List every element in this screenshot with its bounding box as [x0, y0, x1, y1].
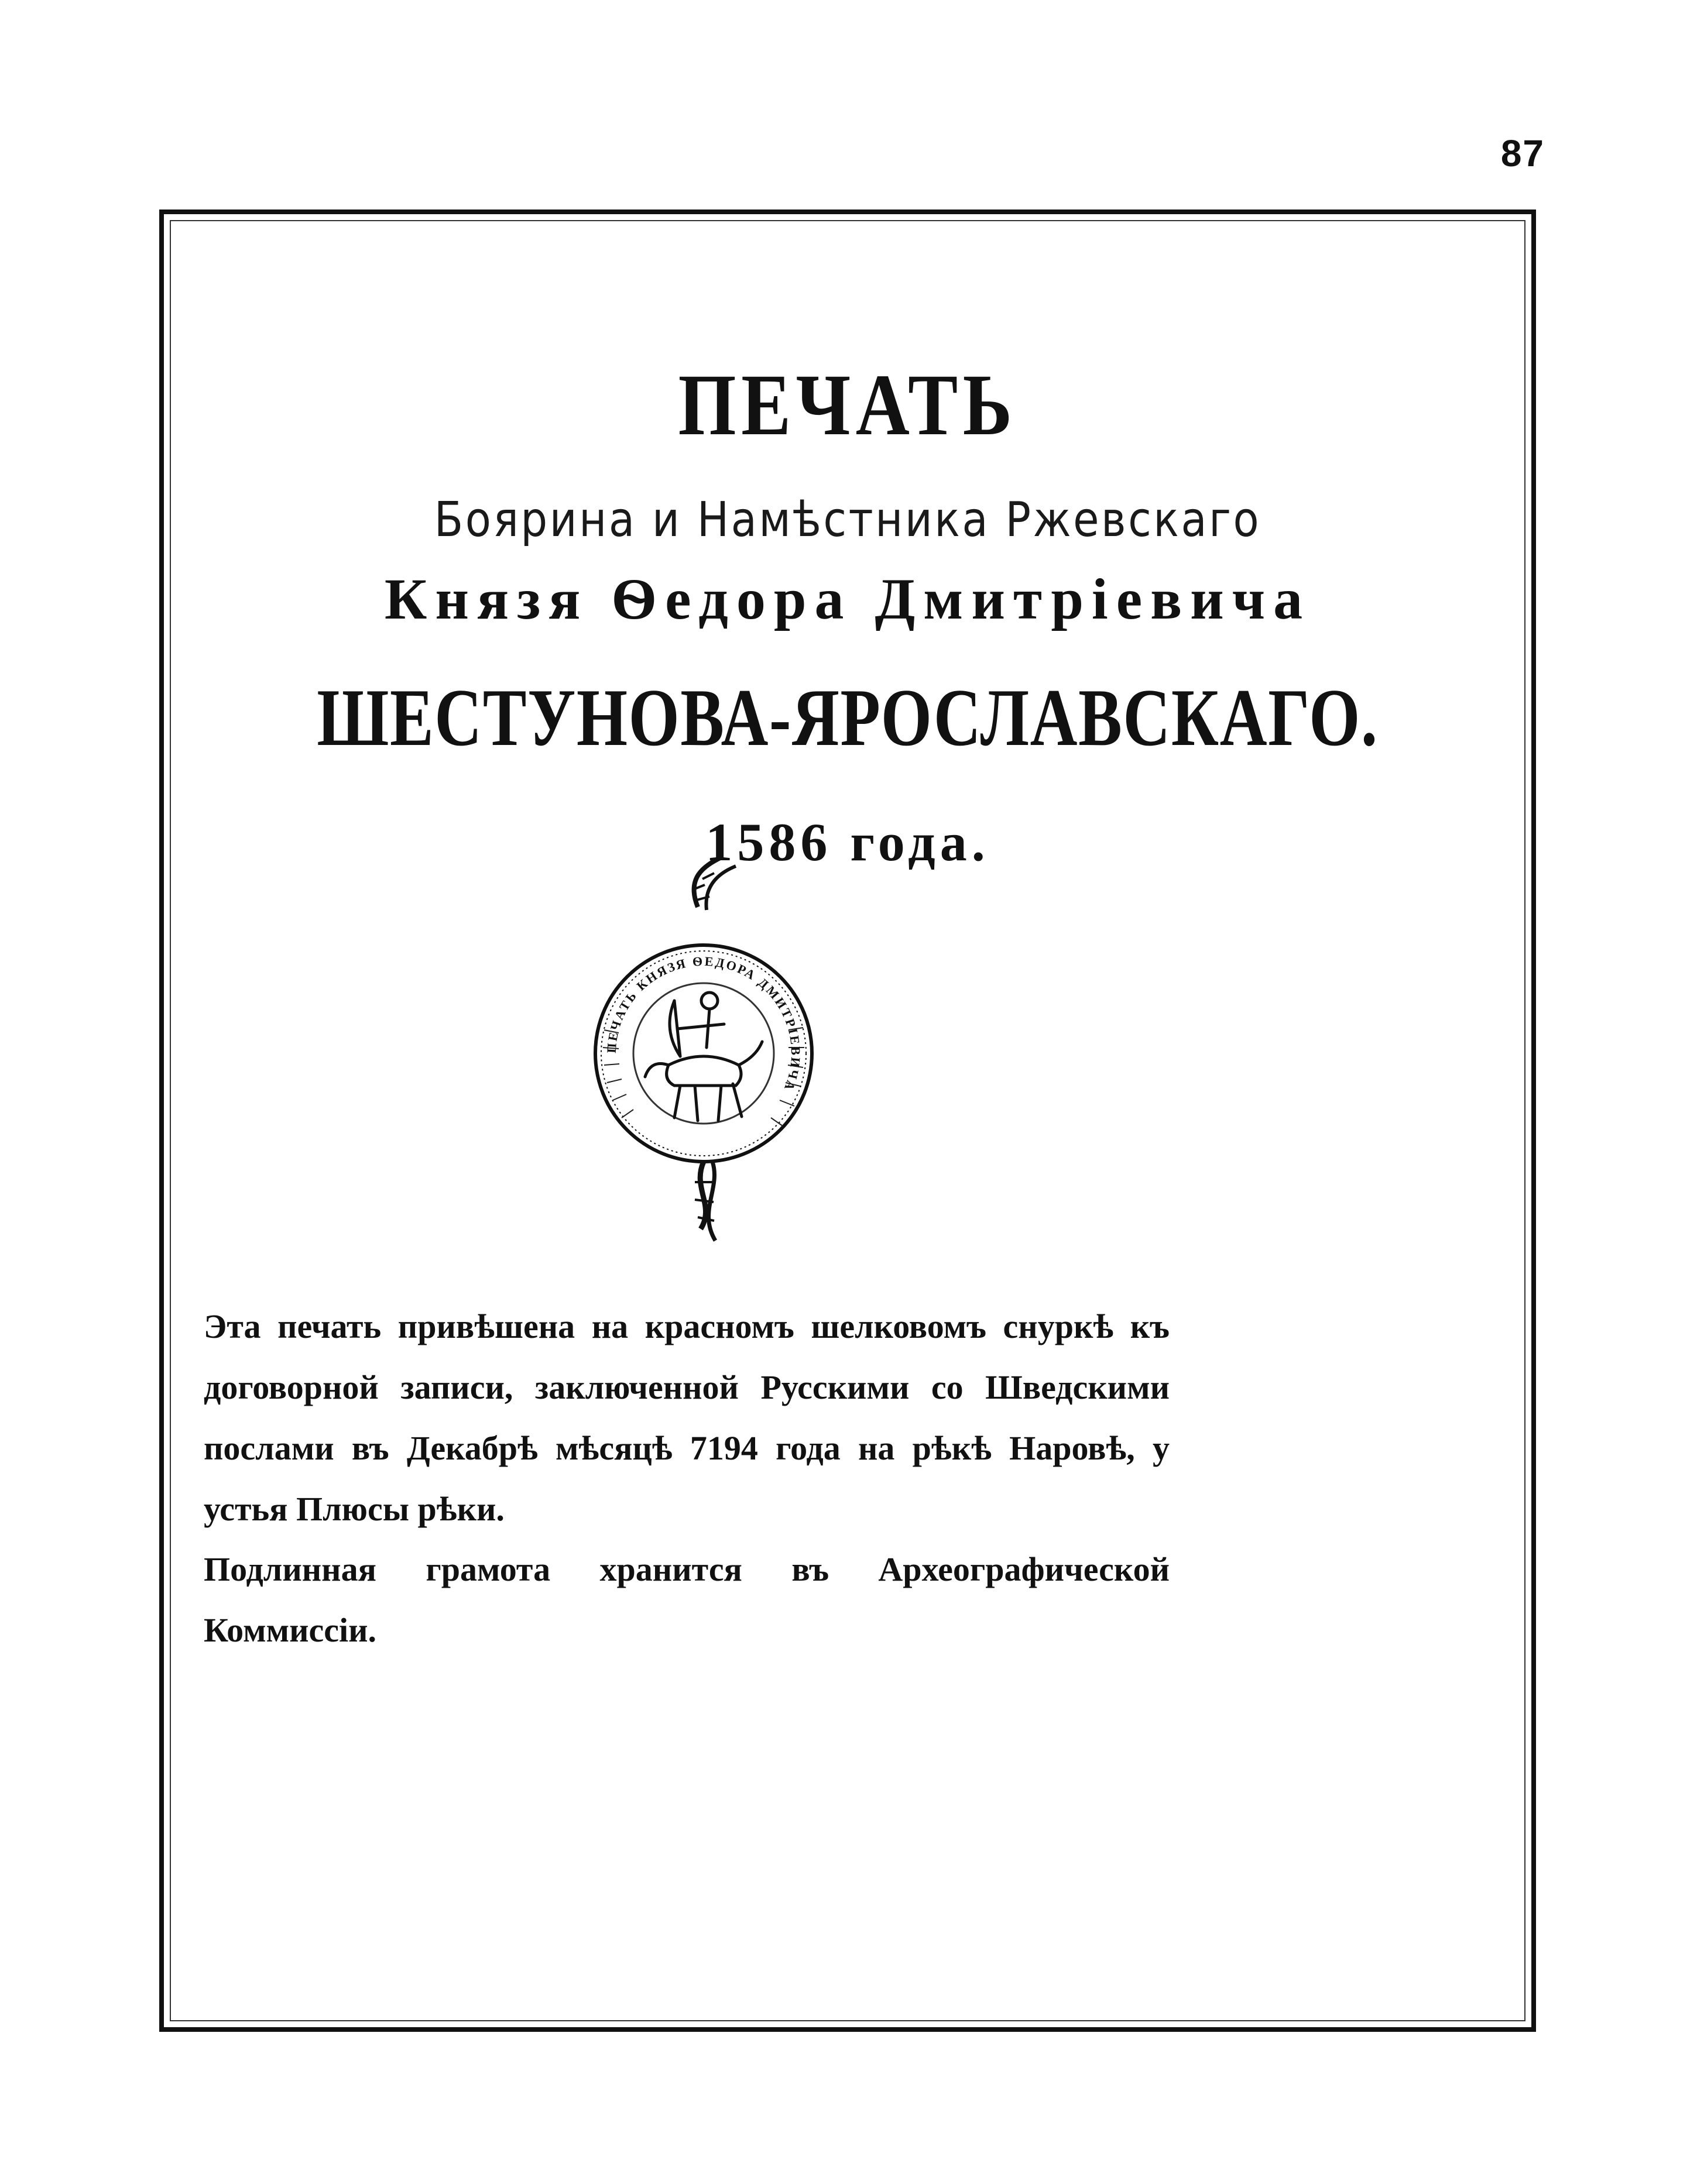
wax-seal-icon — [587, 854, 821, 1258]
subtitle-boyar: Боярина и Намѣстника Ржевскаго — [434, 492, 1261, 548]
inner-frame-line — [170, 220, 1525, 2021]
year-line: 1586 года. — [705, 812, 990, 872]
description-paragraph-2: Подлинная грамота хранится въ Археографической Коммиссіи. — [204, 1550, 1170, 1649]
description-paragraph-1: Эта печать привѣшена на красномъ шелковомъ снуркѣ къ договорной записи, заключенной Русскими со Шведскими послами въ Декабрѣ мѣсяцѣ 7194 года на рѣкѣ Наровѣ, у устья Плюсы рѣки. — [204, 1307, 1170, 1528]
surname-line: ШЕСТУНОВА-ЯРОСЛАВСКАГО. — [317, 672, 1379, 763]
page-number: 87 — [1500, 132, 1545, 174]
page-title: ПЕЧАТЬ — [678, 356, 1017, 454]
page-frame — [159, 210, 1536, 2032]
svg-text:ПЕЧАТЬ КНЯЗЯ ѲЕДОРА ДМИТРІЕВИЧ: ПЕЧАТЬ КНЯЗЯ ѲЕДОРА ДМИТРІЕВИЧА — [604, 953, 804, 1094]
prince-name: Князя Ѳедора Дмитріевича — [384, 566, 1311, 631]
